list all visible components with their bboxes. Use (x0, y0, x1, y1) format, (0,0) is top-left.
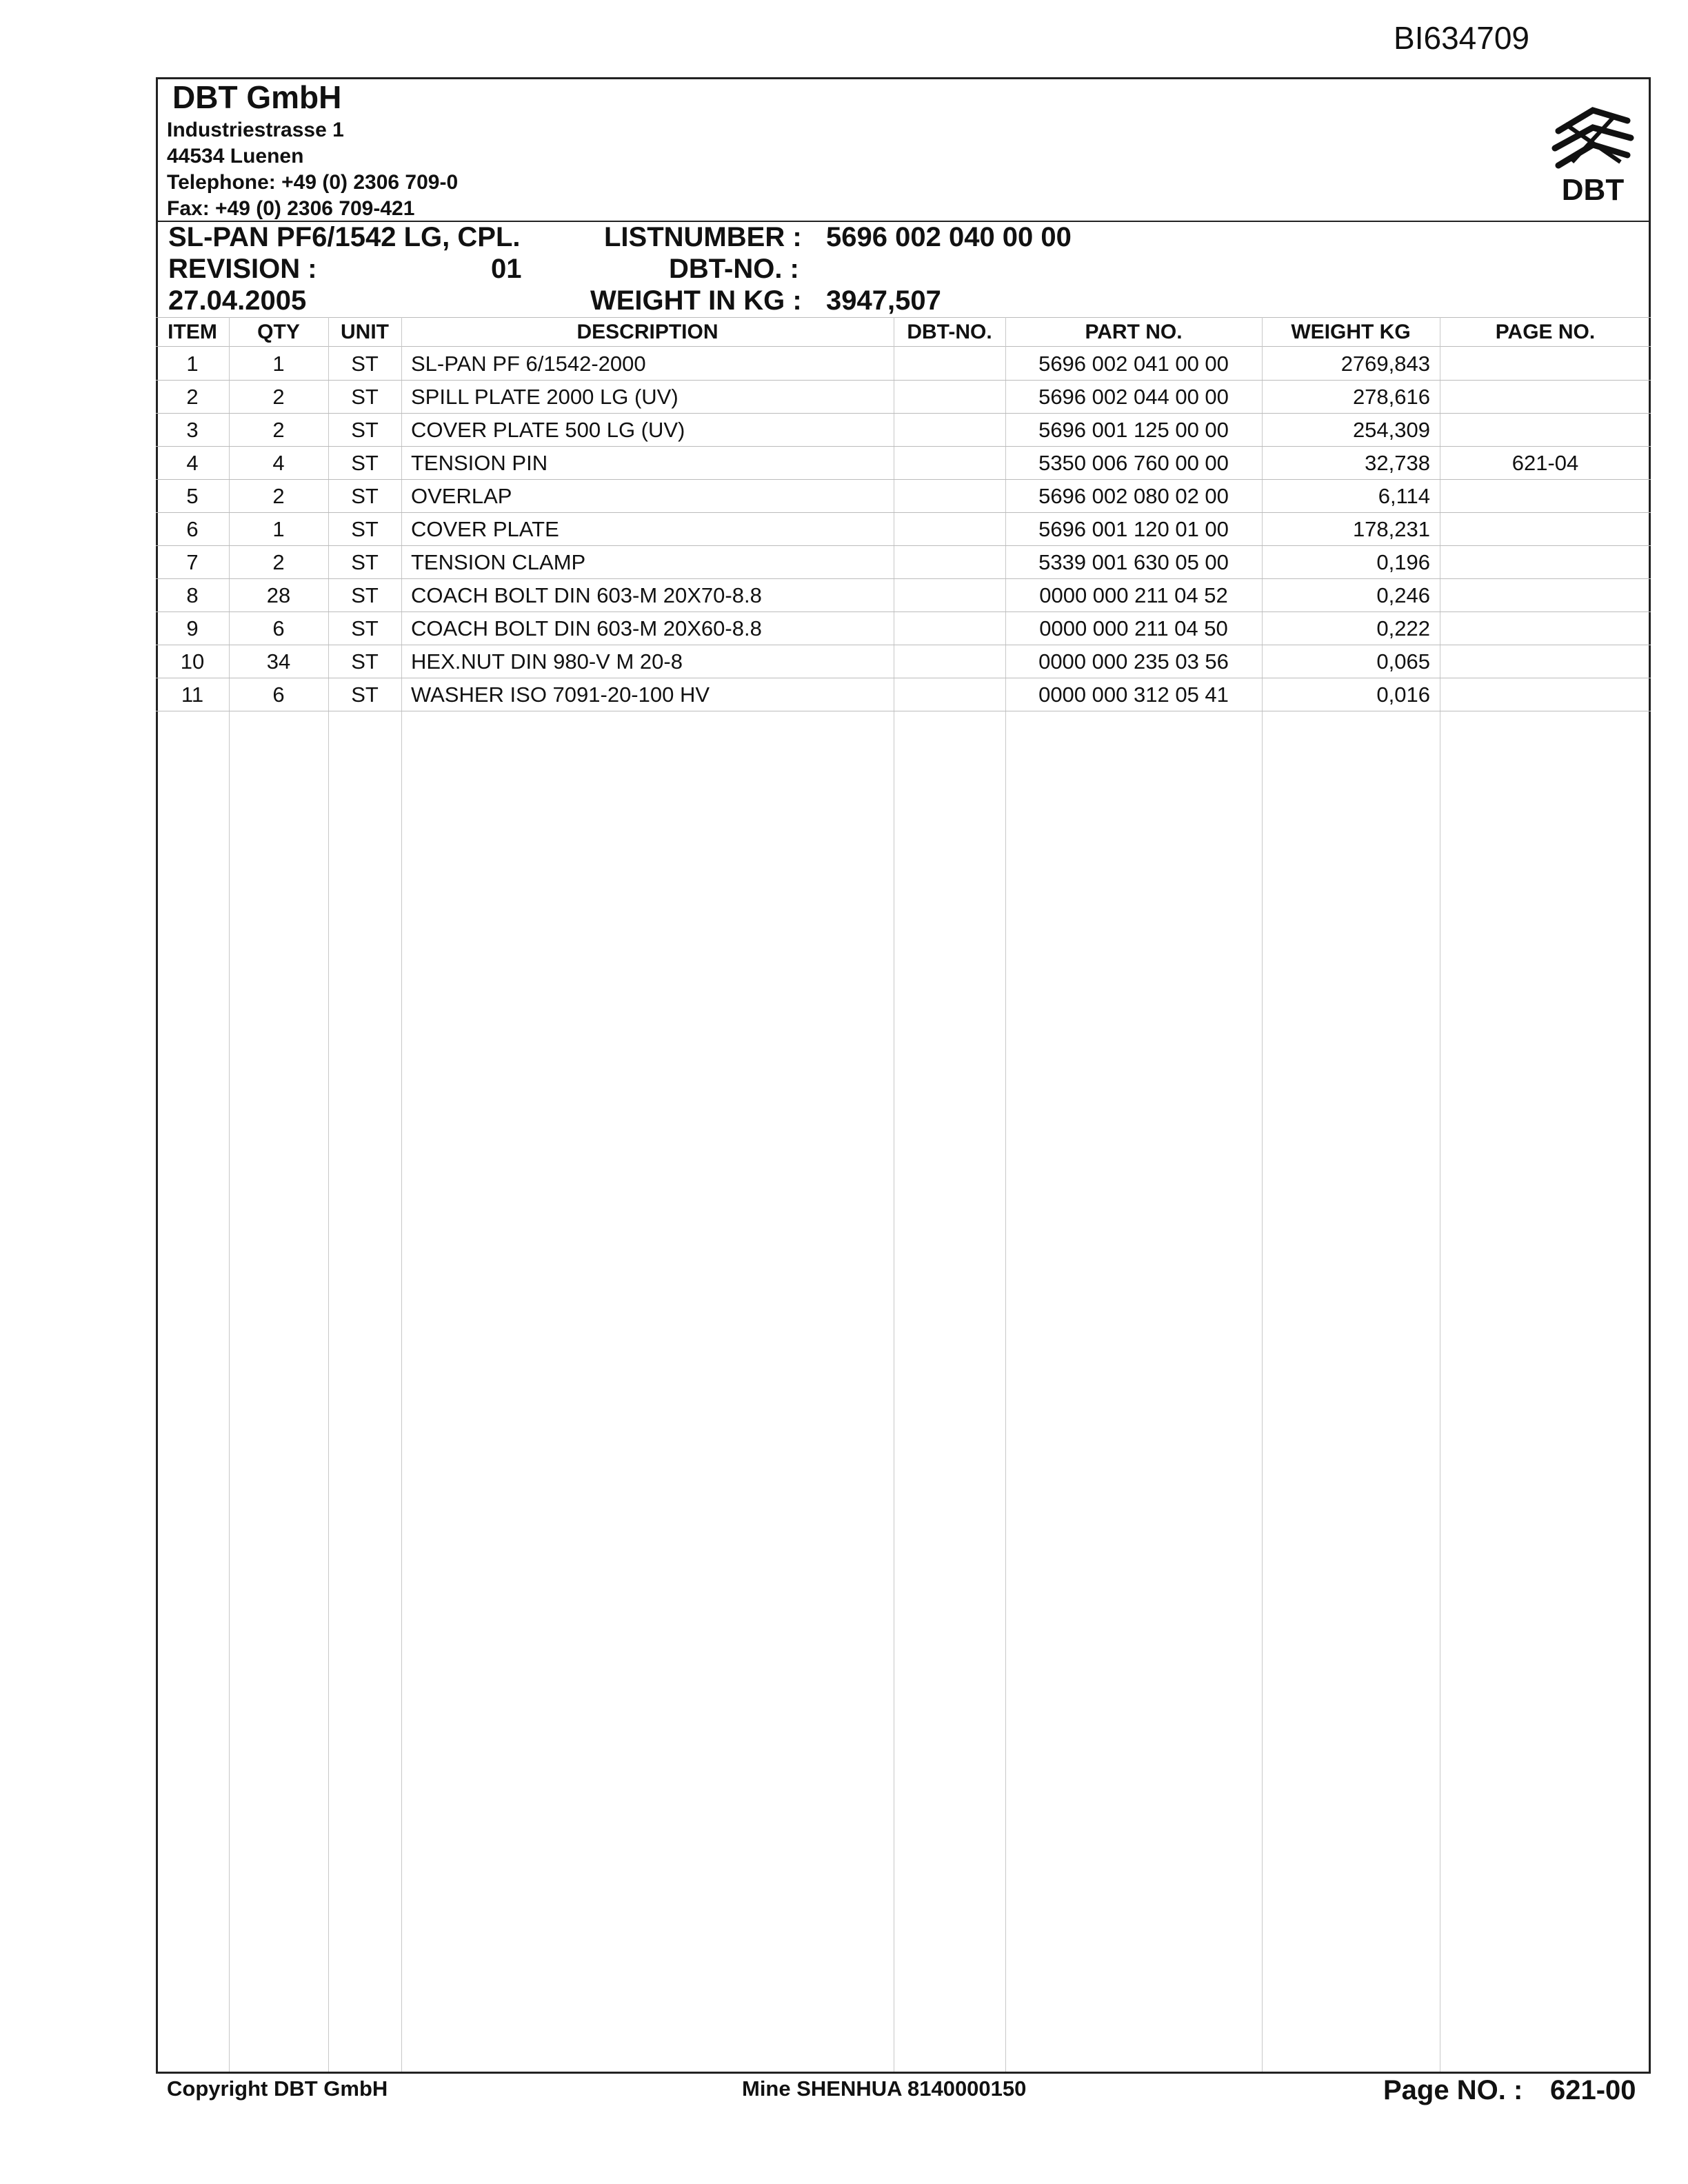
page-number-value: 621-00 (1550, 2075, 1636, 2105)
company-street: Industriestrasse 1 (167, 119, 344, 141)
cell-unit: ST (351, 649, 379, 674)
company-city: 44534 Luenen (167, 145, 304, 168)
cell-description: COACH BOLT DIN 603-M 20X70-8.8 (411, 583, 762, 607)
dbt-number-label: DBT-NO. : (669, 254, 799, 284)
cell-weight: 32,738 (1365, 451, 1430, 475)
cell-dbt-no (894, 579, 1005, 611)
cell-page (1440, 381, 1651, 413)
cell-qty: 2 (272, 418, 285, 442)
cell-qty: 6 (272, 682, 285, 707)
table-header-line (156, 346, 1651, 347)
page-number-label: Page NO. : (1383, 2075, 1523, 2105)
cell-dbt-no (894, 447, 1005, 479)
cell-dbt-no (894, 480, 1005, 512)
cell-page: 621-04 (1511, 451, 1579, 475)
cell-description: COACH BOLT DIN 603-M 20X60-8.8 (411, 616, 762, 640)
cell-description: TENSION PIN (411, 451, 548, 475)
cell-dbt-no (894, 347, 1005, 380)
cell-page (1440, 612, 1651, 645)
cell-unit: ST (351, 451, 379, 475)
column-header-weight: WEIGHT KG (1291, 321, 1411, 343)
cell-weight: 0,016 (1376, 682, 1430, 707)
cell-page (1440, 579, 1651, 611)
total-weight: 3947,507 (826, 285, 941, 316)
cell-qty: 34 (266, 649, 291, 674)
cell-dbt-no (894, 414, 1005, 446)
cell-unit: ST (351, 517, 379, 541)
column-header-dbt-no: DBT-NO. (907, 321, 992, 343)
cell-qty: 2 (272, 484, 285, 508)
cell-unit: ST (351, 484, 379, 508)
cell-qty: 28 (266, 583, 291, 607)
cell-dbt-no (894, 381, 1005, 413)
cell-qty: 1 (272, 517, 285, 541)
cell-qty: 2 (272, 385, 285, 409)
cell-page (1440, 645, 1651, 678)
listnumber-label: LISTNUMBER : (604, 222, 802, 252)
cell-dbt-no (894, 546, 1005, 578)
cell-unit: ST (351, 385, 379, 409)
column-separator (401, 317, 402, 2072)
cell-dbt-no (894, 678, 1005, 711)
cell-weight: 0,222 (1376, 616, 1430, 640)
cell-unit: ST (351, 550, 379, 574)
cell-description: SPILL PLATE 2000 LG (UV) (411, 385, 679, 409)
cell-description: WASHER ISO 7091-20-100 HV (411, 682, 710, 707)
cell-item: 8 (186, 583, 199, 607)
cell-page (1440, 414, 1651, 446)
cell-item: 3 (186, 418, 199, 442)
mine-reference: Mine SHENHUA 8140000150 (742, 2076, 1027, 2101)
column-header-qty: QTY (257, 321, 300, 343)
cell-page (1440, 678, 1651, 711)
list-date: 27.04.2005 (168, 285, 307, 316)
cell-weight: 0,065 (1376, 649, 1430, 674)
cell-item: 11 (181, 682, 204, 707)
cell-qty: 1 (272, 352, 285, 376)
list-title: SL-PAN PF6/1542 LG, CPL. (168, 222, 521, 252)
revision-value: 01 (491, 254, 522, 284)
cell-part-no: 5339 001 630 05 00 (1038, 550, 1229, 574)
cell-item: 6 (186, 517, 199, 541)
cell-description: SL-PAN PF 6/1542-2000 (411, 352, 646, 376)
cell-page (1440, 546, 1651, 578)
cell-item: 10 (180, 649, 205, 674)
cell-unit: ST (351, 352, 379, 376)
column-header-description: DESCRIPTION (576, 321, 719, 343)
revision-label: REVISION : (168, 254, 317, 284)
cell-unit: ST (351, 418, 379, 442)
cell-dbt-no (894, 513, 1005, 545)
cell-part-no: 0000 000 211 04 50 (1039, 616, 1228, 640)
dbt-logo (1545, 97, 1641, 207)
cell-description: TENSION CLAMP (411, 550, 586, 574)
cell-qty: 2 (272, 550, 285, 574)
cell-item: 9 (186, 616, 199, 640)
cell-item: 2 (186, 385, 199, 409)
cell-part-no: 5696 002 044 00 00 (1038, 385, 1229, 409)
company-telephone: Telephone: +49 (0) 2306 709-0 (167, 171, 459, 194)
cell-page (1440, 347, 1651, 380)
table-top-line (156, 317, 1651, 318)
cell-weight: 0,196 (1376, 550, 1430, 574)
cell-page (1440, 513, 1651, 545)
cell-weight: 6,114 (1378, 484, 1430, 508)
company-fax: Fax: +49 (0) 2306 709-421 (167, 197, 415, 220)
cell-weight: 278,616 (1352, 385, 1430, 409)
cell-description: OVERLAP (411, 484, 512, 508)
copyright: Copyright DBT GmbH (167, 2076, 388, 2101)
listnumber-value: 5696 002 040 00 00 (826, 222, 1072, 252)
document-id: BI634709 (1394, 20, 1529, 56)
column-header-item: ITEM (168, 321, 217, 343)
cell-description: COVER PLATE 500 LG (UV) (411, 418, 685, 442)
cell-weight: 254,309 (1352, 418, 1430, 442)
cell-part-no: 5696 001 120 01 00 (1038, 517, 1229, 541)
cell-part-no: 5696 002 041 00 00 (1038, 352, 1229, 376)
cell-part-no: 0000 000 235 03 56 (1038, 649, 1229, 674)
cell-unit: ST (351, 682, 379, 707)
cell-weight: 2769,843 (1340, 352, 1430, 376)
company-name: DBT GmbH (172, 79, 342, 115)
logo-text: DBT (1561, 173, 1625, 207)
cell-part-no: 5350 006 760 00 00 (1038, 451, 1229, 475)
cell-weight: 0,246 (1376, 583, 1430, 607)
cell-description: COVER PLATE (411, 517, 559, 541)
cell-item: 5 (186, 484, 199, 508)
cell-qty: 6 (272, 616, 285, 640)
cell-unit: ST (351, 616, 379, 640)
cell-weight: 178,231 (1352, 517, 1430, 541)
cell-part-no: 5696 001 125 00 00 (1038, 418, 1229, 442)
column-header-part-no: PART NO. (1085, 321, 1183, 343)
cell-item: 4 (186, 451, 199, 475)
cell-item: 7 (186, 550, 199, 574)
cell-page (1440, 480, 1651, 512)
cell-item: 1 (186, 352, 199, 376)
cell-dbt-no (894, 612, 1005, 645)
cell-unit: ST (351, 583, 379, 607)
cell-qty: 4 (272, 451, 285, 475)
cell-dbt-no (894, 645, 1005, 678)
cell-part-no: 0000 000 312 05 41 (1038, 682, 1229, 707)
weight-label: WEIGHT IN KG : (590, 285, 802, 316)
column-header-unit: UNIT (341, 321, 389, 343)
cell-part-no: 5696 002 080 02 00 (1038, 484, 1229, 508)
cell-description: HEX.NUT DIN 980-V M 20-8 (411, 649, 683, 674)
column-header-page: PAGE NO. (1495, 321, 1596, 343)
cell-part-no: 0000 000 211 04 52 (1039, 583, 1228, 607)
